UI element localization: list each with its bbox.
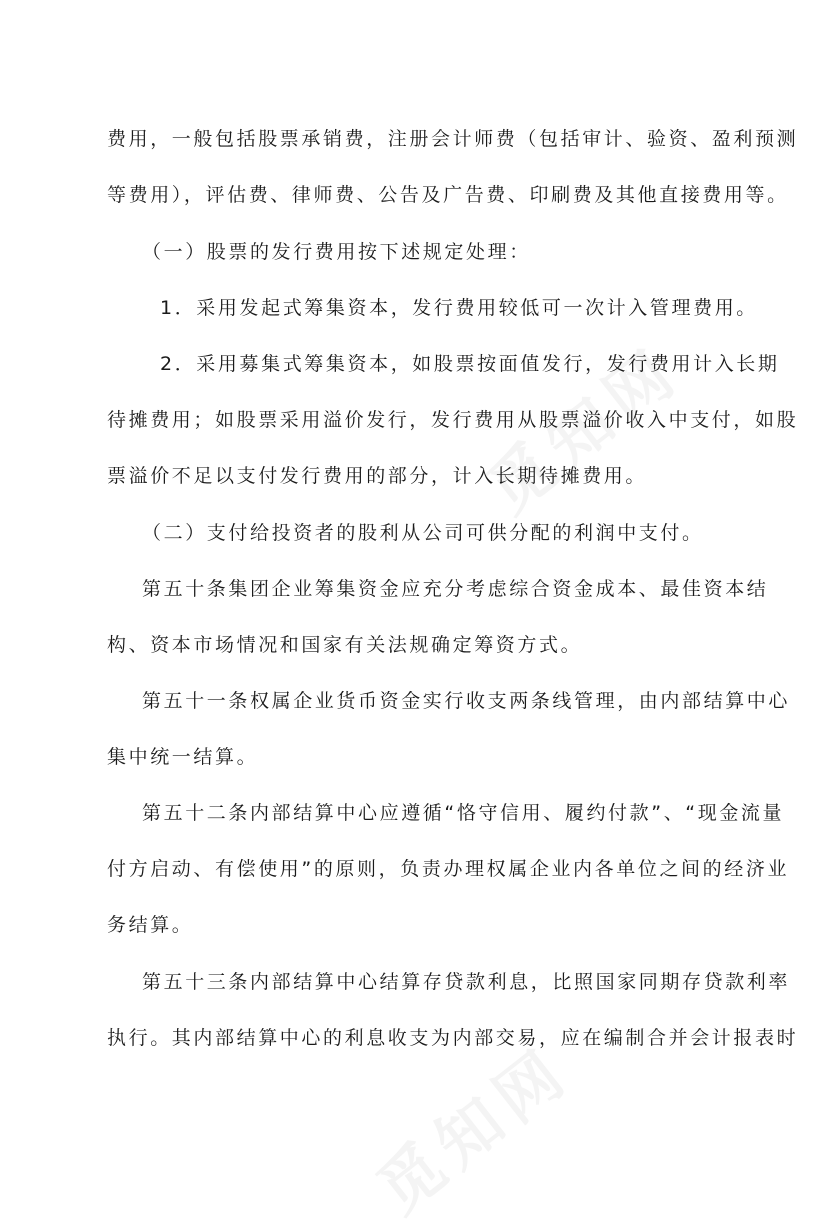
paragraph-line: 待摊费用；如股票采用溢价发行，发行费用从股票溢价收入中支付，如股 <box>107 409 799 431</box>
paragraph-line: 务结算。 <box>107 914 194 936</box>
list-item: 2．采用募集式筹集资本，如股票按面值发行，发行费用计入长期 <box>160 353 780 375</box>
section-heading: （二）支付给投资者的股利从公司可供分配的利润中支付。 <box>142 522 704 544</box>
list-item: 1．采用发起式筹集资本，发行费用较低可一次计入管理费用。 <box>160 297 758 319</box>
article-paragraph: 第五十二条内部结算中心应遵循“恪守信用、履约付款”、“现金流量 <box>142 802 785 824</box>
watermark <box>355 1021 587 1230</box>
paragraph-line: 构、资本市场情况和国家有关法规确定筹资方式。 <box>107 634 583 656</box>
article-paragraph: 第五十一条权属企业货币资金实行收支两条线管理，由内部结算中心 <box>142 690 791 712</box>
paragraph-line: 付方启动、有偿使用”的原则，负责办理权属企业内各单位之间的经济业 <box>107 858 790 880</box>
article-paragraph: 第五十三条内部结算中心结算存贷款利息，比照国家同期存贷款利率 <box>142 971 791 993</box>
article-paragraph: 第五十条集团企业筹集资金应充分考虑综合资金成本、最佳资本结 <box>142 578 769 600</box>
paragraph-line: 费用，一般包括股票承销费，注册会计师费（包括审计、验资、盈利预测 <box>107 128 799 150</box>
paragraph-line: 执行。其内部结算中心的利息收支为内部交易，应在编制合并会计报表时 <box>107 1027 799 1049</box>
paragraph-line: 票溢价不足以支付发行费用的部分，计入长期待摊费用。 <box>107 465 648 487</box>
section-heading: （一）股票的发行费用按下述规定处理： <box>142 241 531 263</box>
paragraph-line: 集中统一结算。 <box>107 746 259 768</box>
paragraph-line: 等费用），评估费、律师费、公告及广告费、印刷费及其他直接费用等。 <box>107 184 789 206</box>
